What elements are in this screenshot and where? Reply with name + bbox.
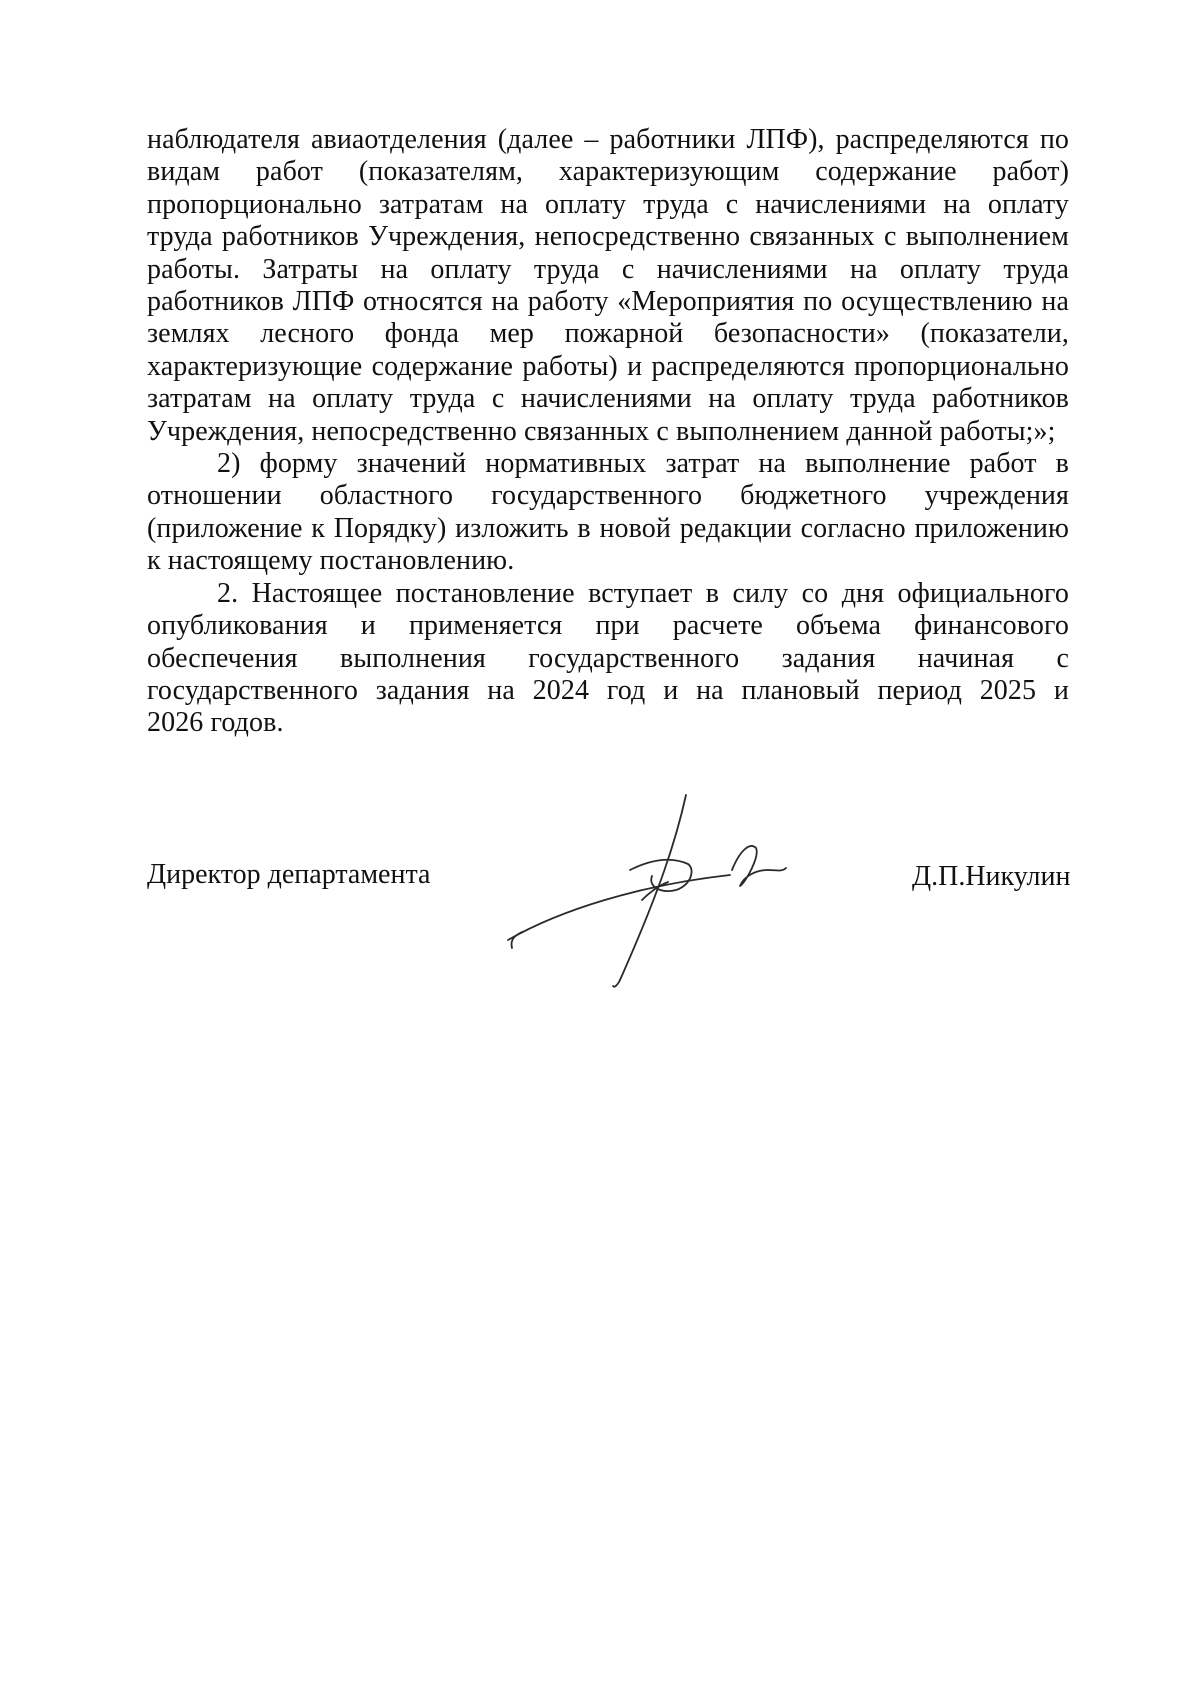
signatory-title: Директор департамента <box>147 859 431 890</box>
text-line: к настоящему постановлению. <box>147 545 515 577</box>
signatory-name: Д.П.Никулин <box>912 861 1071 892</box>
text-line: государственного задания на 2024 год и на плановый период 2025 и <box>147 674 1069 706</box>
paragraph-3 <box>147 578 1069 740</box>
text-line: труда работников Учреждения, непосредственно связанных с выполнением <box>147 221 1069 253</box>
text-line: видам работ (показателям, характеризующим содержание работ) <box>147 156 1069 188</box>
paragraph-2 <box>147 448 1069 578</box>
text-line: обеспечения выполнения государственного задания начиная с <box>147 642 1069 674</box>
document-body <box>147 124 1069 740</box>
text-line: работников ЛПФ относятся на работу «Мероприятия по осуществлению на <box>147 286 1069 318</box>
text-line: пропорционально затратам на оплату труда с начислениями на оплату <box>147 188 1069 220</box>
text-line: Учреждения, непосредственно связанных с выполнением данной работы;»; <box>147 415 1056 447</box>
text-line: землях лесного фонда мер пожарной безопасности» (показатели, <box>147 318 1069 350</box>
paragraph-1 <box>147 124 1069 448</box>
text-line: (приложение к Порядку) изложить в новой редакции согласно приложению <box>147 512 1069 544</box>
text-line: 2026 годов. <box>147 707 284 739</box>
text-line: работы. Затраты на оплату труда с начислениями на оплату труда <box>147 253 1069 285</box>
text-line: 2) форму значений нормативных затрат на выполнение работ в <box>217 448 1069 480</box>
text-line: 2. Настоящее постановление вступает в силу со дня официального <box>217 577 1069 609</box>
text-line: затратам на оплату труда с начислениями на оплату труда работников <box>147 383 1069 415</box>
handwritten-signature-icon <box>500 790 830 990</box>
text-line: отношении областного государственного бюджетного учреждения <box>147 480 1069 512</box>
text-line: наблюдателя авиаотделения (далее – работники ЛПФ), распределяются по <box>147 124 1069 155</box>
text-line: опубликования и применяется при расчете объема финансового <box>147 610 1069 642</box>
text-line: характеризующие содержание работы) и распределяются пропорционально <box>147 350 1069 382</box>
